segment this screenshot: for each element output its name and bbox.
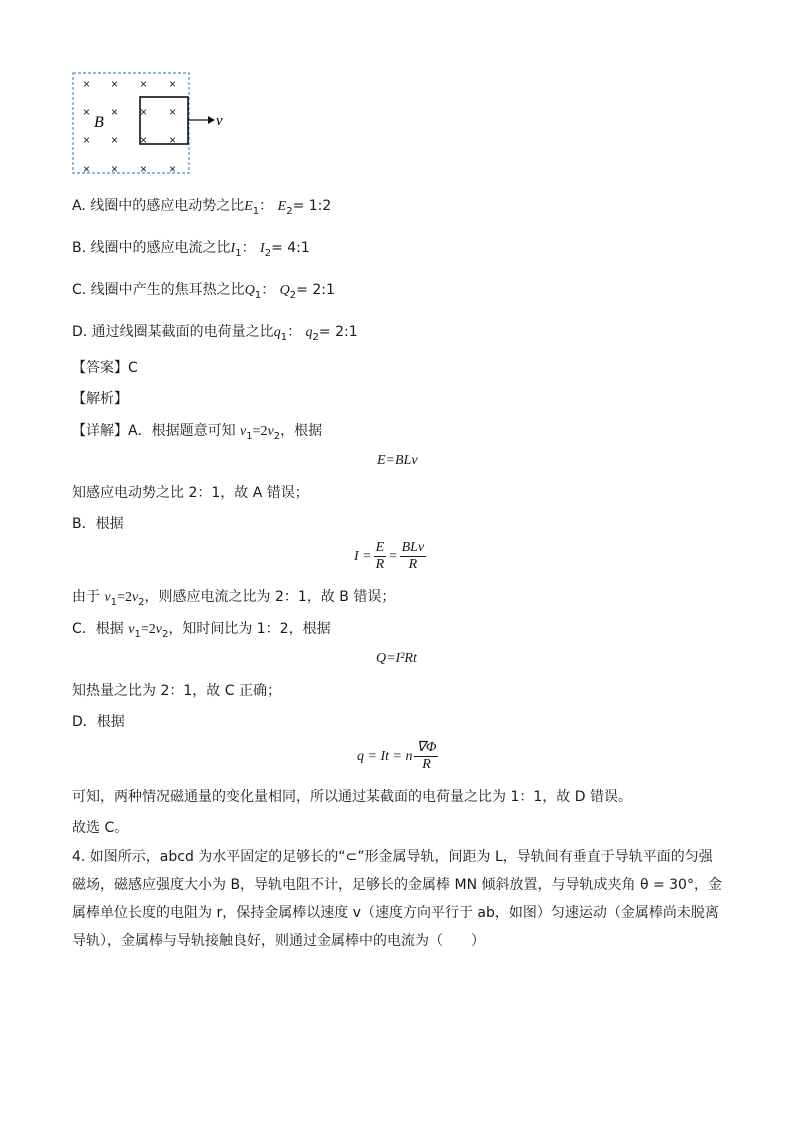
field-cross-mark: ×: [140, 133, 148, 147]
detail-c-conclusion: 知热量之比为 2：1，故 C 正确；: [72, 683, 281, 699]
formula-emf: E=BLv: [377, 453, 418, 468]
answer-label: 【答案】: [72, 360, 128, 376]
detail-b-tail: ，则感应电流之比为 2：1，故 B 错误；: [144, 589, 396, 605]
field-cross-mark: ×: [83, 105, 91, 119]
option-b-text: B. 线圈中的感应电流之比: [72, 240, 231, 256]
option-a-sep: ：: [259, 198, 274, 214]
detail-a-conclusion: 知感应电动势之比 2：1，故 A 错误；: [72, 485, 309, 501]
field-cross-mark: ×: [111, 105, 119, 119]
option-d-var1: q: [273, 325, 281, 340]
analysis-label: 【解析】: [72, 391, 128, 407]
field-cross-mark: ×: [111, 133, 119, 147]
fraction-den-r2: R: [408, 557, 418, 572]
magnetic-field-figure: [72, 72, 232, 176]
option-b: [72, 238, 310, 264]
formula-heat: Q=I²Rt: [376, 651, 417, 666]
option-d-sub1: 1: [280, 331, 288, 343]
fraction-num-phi: ∇Φ: [416, 740, 437, 755]
v2-symbol: v: [267, 424, 274, 439]
field-cross-mark: ×: [83, 162, 91, 176]
formula-charge: [357, 740, 440, 773]
option-b-sep: ：: [241, 240, 256, 256]
v-equals: =2: [252, 424, 268, 439]
formula-current: [354, 540, 428, 573]
field-cross-mark: ×: [169, 105, 177, 119]
detail-a-intro: A．根据题意可知: [128, 423, 241, 439]
field-cross-mark: ×: [83, 77, 91, 91]
detail-c-intro: C．根据 $v_1=2v_2$，知时间比为 1：2，根据: [72, 621, 331, 640]
option-b-sub2: 2: [264, 247, 272, 259]
detail-d-conclusion: 可知，两种情况磁通量的变化量相同，所以通过某截面的电荷量之比为 1：1，故 D 错误。: [72, 789, 632, 805]
option-a-sub2: 2: [286, 205, 293, 217]
option-d-sep: ：: [287, 324, 302, 340]
detail-c-intro-text: C．根据: [72, 621, 129, 637]
answer-line: [72, 358, 138, 378]
option-d-text: D. 通过线圈某截面的电荷量之比: [72, 324, 274, 340]
field-cross-mark: ×: [169, 77, 177, 91]
option-b-var2: I: [260, 241, 265, 256]
option-c-ratio: = 2:1: [296, 282, 335, 298]
option-a-var2: E: [277, 199, 287, 214]
option-a: [72, 196, 331, 222]
field-cross-mark: ×: [140, 77, 148, 91]
fraction-num-blv: BLv: [401, 540, 425, 555]
field-cross-mark: ×: [111, 77, 119, 91]
fraction-e-over-r: [374, 540, 387, 573]
field-cross-mark: ×: [83, 133, 91, 147]
velocity-arrowhead: [208, 116, 215, 124]
formula-current-lhs: I =: [354, 548, 372, 564]
analysis-heading: [72, 389, 128, 409]
fraction-blv-over-r: [400, 540, 427, 573]
detail-d-intro: D．根据: [72, 714, 125, 730]
option-b-sub1: 1: [235, 247, 242, 259]
option-c-sub2: 2: [289, 289, 297, 301]
option-c-text: C. 线圈中产生的焦耳热之比: [72, 282, 245, 298]
formula-current-eq: =: [388, 548, 398, 564]
answer-value: C: [128, 360, 138, 376]
question-4-text: 4. 如图所示，abcd 为水平固定的足够长的“⊂”形金属导轨，间距为 L，导轨间有垂直于导轨平面的匀强磁场，磁感应强度大小为 B，导轨电阻不计，足够长的金属棒 MN 倾斜放置，与导轨成夹角 θ = 30°，金属棒单位长度的电阻为 r，保持金属棒以速度 v（速度方向平行于 ab，如图）匀速运动（金属棒尚未脱离导轨），金属棒与导轨接触良好，则通过金属棒中的电流为（ ）: [72, 849, 722, 949]
detail-b-conclusion: 由于 $v_1=2v_2$，则感应电流之比为 2：1，故 B 错误；: [72, 589, 396, 608]
velocity-label: v: [216, 113, 223, 129]
field-cross-mark: ×: [140, 162, 148, 176]
formula-charge-lhs: q = It = n: [357, 748, 413, 764]
option-c-sep: ：: [261, 282, 276, 298]
option-c: [72, 280, 335, 306]
field-cross-mark: ×: [169, 162, 177, 176]
option-a-ratio: = 1:2: [292, 198, 332, 214]
option-d-sub2: 2: [312, 331, 319, 343]
detail-a-tail: ，根据: [280, 423, 323, 439]
option-a-var1: E: [244, 199, 253, 214]
fraction-den-r: R: [375, 557, 385, 572]
detail-label: 【详解】: [72, 423, 128, 439]
field-cross-mark: ×: [140, 105, 148, 119]
detail-b-intro: B．根据: [72, 516, 124, 532]
option-d: [72, 322, 358, 348]
option-c-var2: Q: [279, 283, 290, 298]
option-d-var2: q: [305, 325, 313, 340]
detail-b-pre: 由于: [72, 589, 105, 605]
option-d-ratio: = 2:1: [318, 324, 358, 340]
option-a-text: A. 线圈中的感应电动势之比: [72, 198, 245, 214]
detail-a-line: 【详解】A．根据题意可知 $v_1=2v_2$，根据: [72, 423, 323, 442]
field-cross-mark: ×: [111, 162, 119, 176]
fraction-den-r3: R: [422, 757, 431, 772]
fraction-phi-over-r: [414, 740, 438, 773]
option-b-ratio: = 4:1: [271, 240, 310, 256]
field-cross-mark: ×: [169, 133, 177, 147]
fraction-num-e: E: [375, 540, 385, 555]
option-a-sub1: 1: [252, 205, 260, 217]
option-b-var1: I: [230, 241, 236, 256]
v1-symbol: v: [240, 424, 247, 439]
option-c-sub1: 1: [254, 289, 262, 301]
field-label: B: [94, 114, 104, 131]
option-c-var1: Q: [244, 283, 255, 298]
square-coil: [140, 97, 188, 144]
detail-c-tail: ，知时间比为 1：2，根据: [168, 621, 331, 637]
final-choice: 故选 C。: [72, 820, 129, 836]
